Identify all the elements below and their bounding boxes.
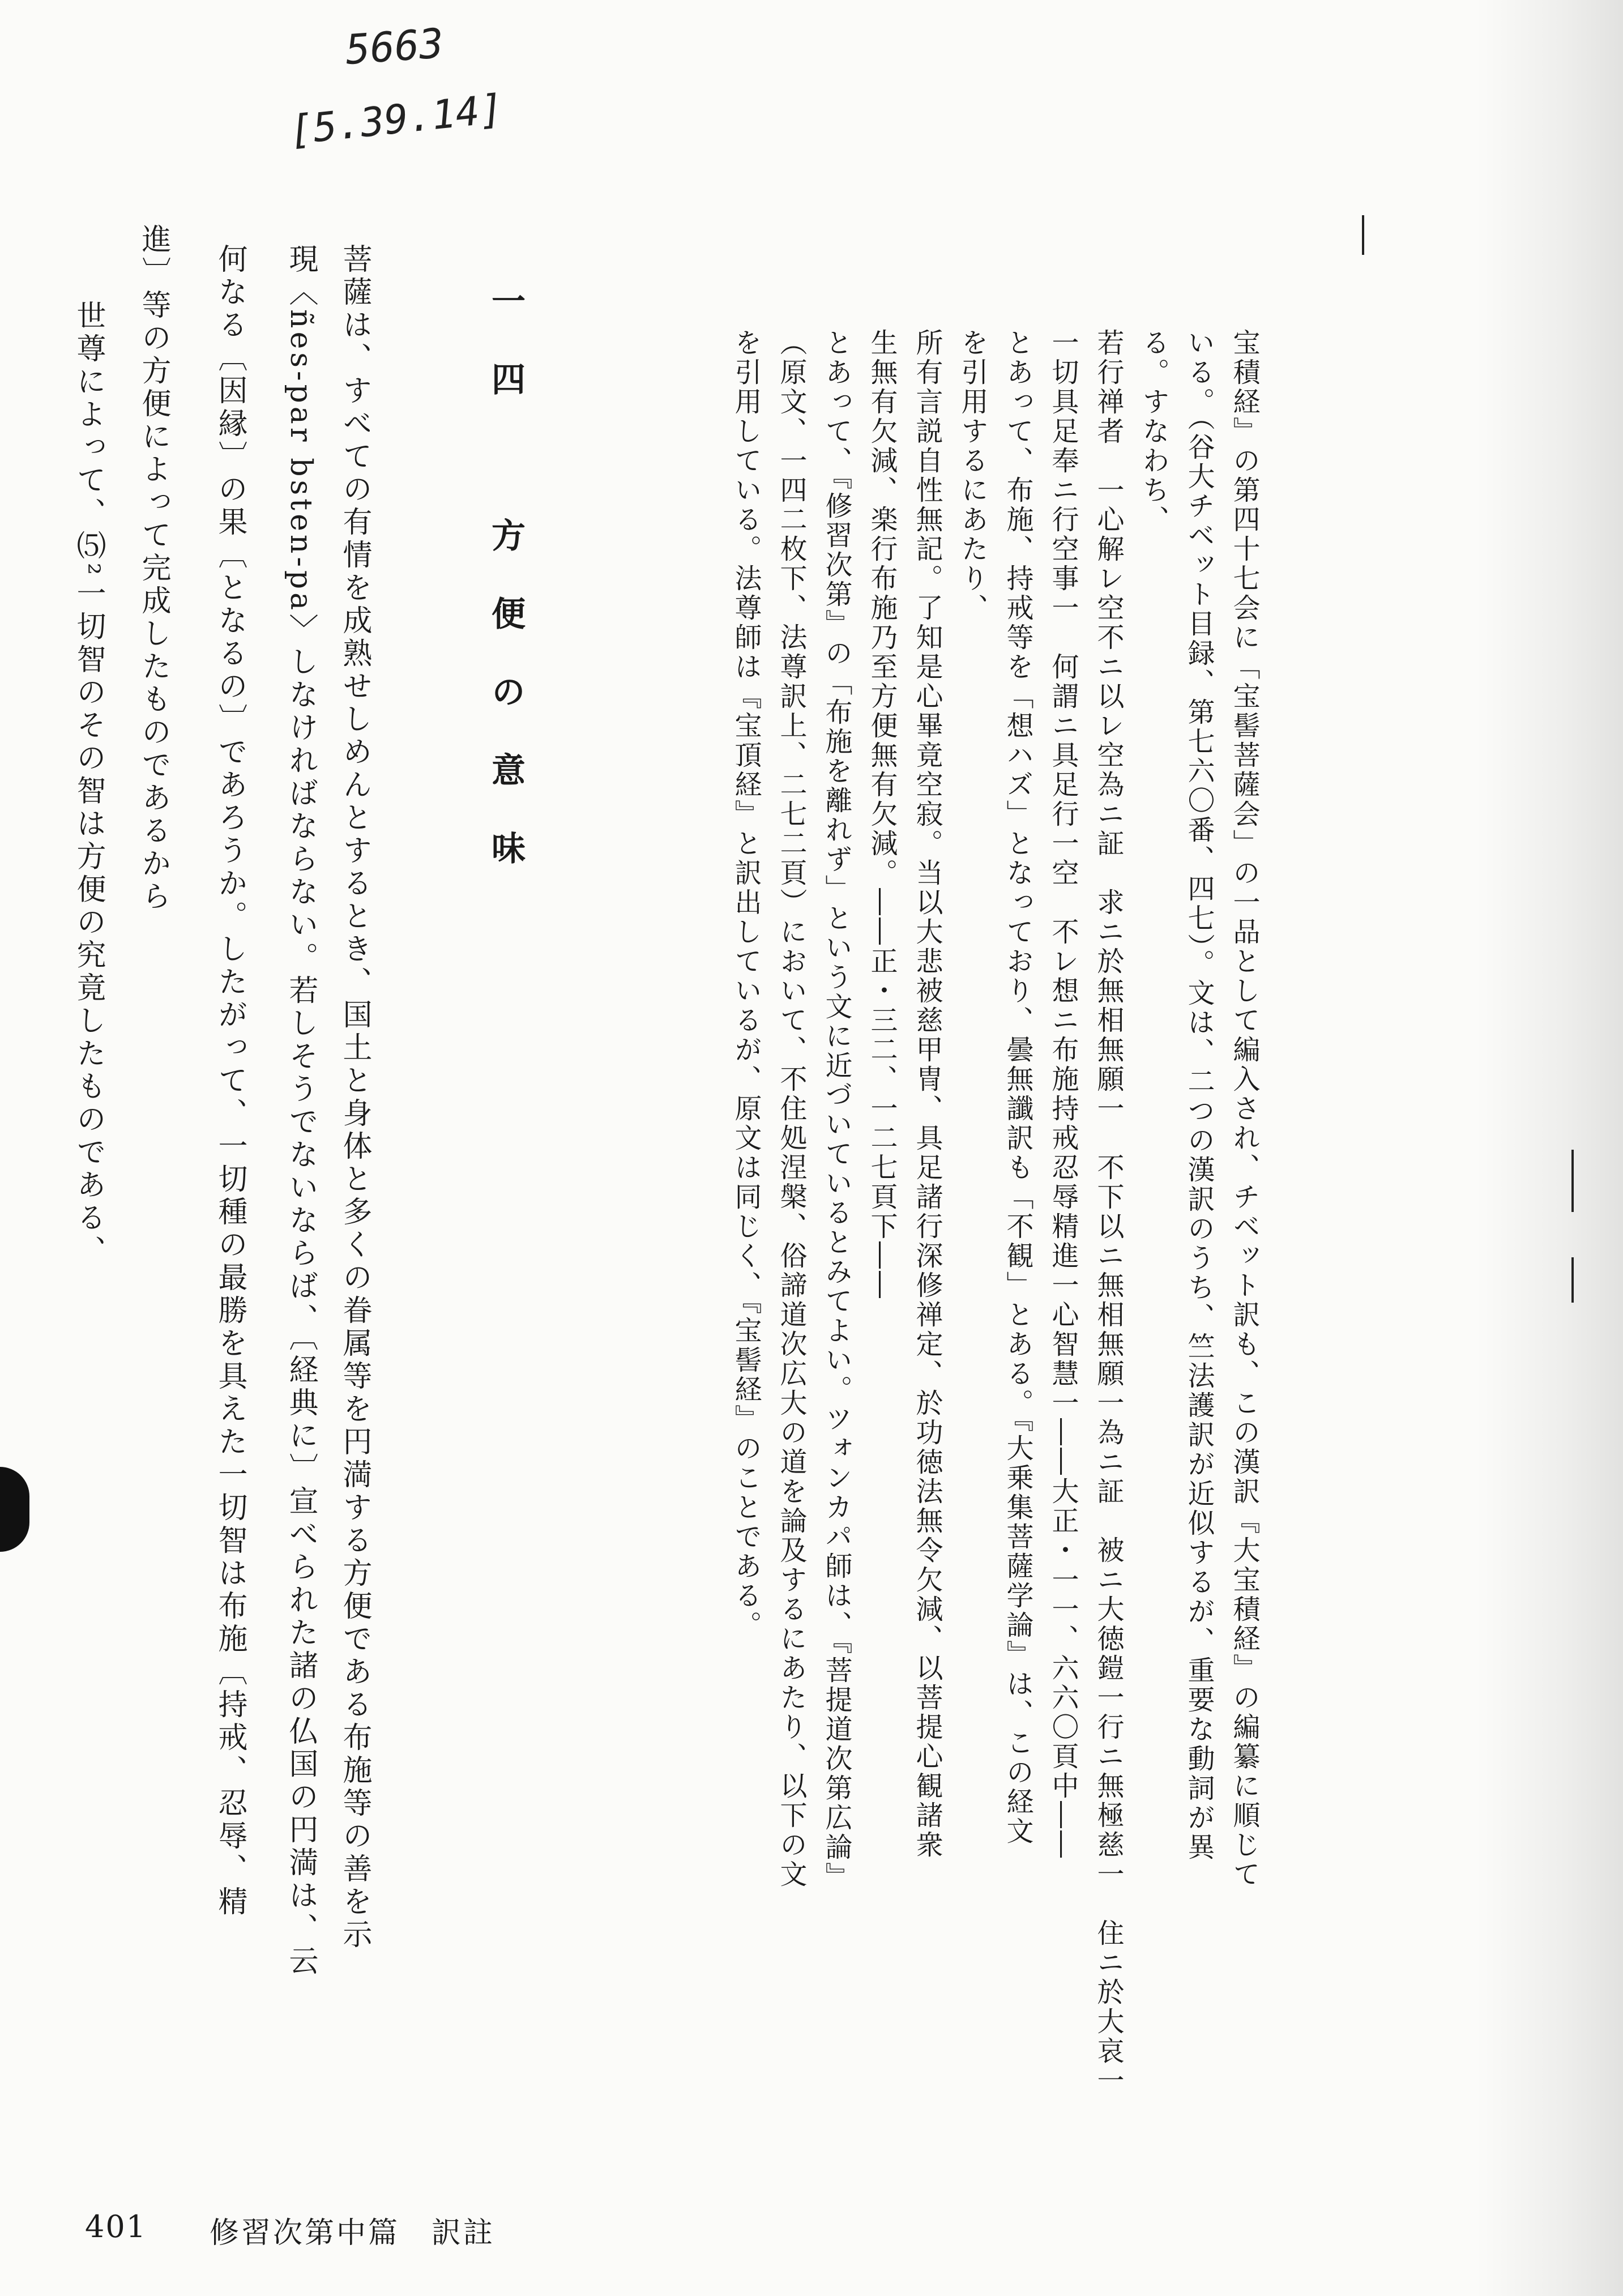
commentary-line: （原文、一四二枚下、法尊訳上、二七二頁）において、不住処涅槃、俗諦道次広大の道を論及するにあたり、以下の文	[775, 328, 807, 1889]
commentary-line: を引用している。法尊師は『宝頂経』と訳出しているが、原文は同じく、『宝髻経』のことである。	[730, 328, 762, 1640]
body-line: 世尊によって、⑸²一切智のその智は方便の究竟したものである、	[71, 300, 105, 1268]
pen-mark	[1571, 1150, 1574, 1212]
page-number: 401	[85, 2209, 147, 2244]
commentary-line: 宝積経』の第四十七会に「宝髻菩薩会」の一品として編入され、チベット訳も、この漢訳『大宝積経』の編纂に順じて	[1228, 328, 1260, 1889]
scan-binding-mark	[0, 1467, 29, 1552]
commentary-line: 一切具足奉ニ行空事一 何謂ニ具足行一空 不レ想ニ布施持戒忍辱精進一心智慧一――大正・一一、六六〇頁中――	[1047, 328, 1079, 1860]
body-line: 菩薩は、すべての有情を成熟せしめんとするとき、国土と身体と多くの眷属等を円満する方便である布施等の善を示	[338, 244, 371, 1952]
commentary-line: 若行禅者 一心解レ空不ニ以レ空為ニ証 求ニ於無相無願一 不下以ニ無相無願一為ニ証 被ニ大徳鎧一行ニ無極慈一 住ニ於大哀一	[1092, 328, 1124, 2096]
pen-mark	[1362, 215, 1364, 255]
commentary-line: とあって、布施、持戒等を「想ハズ」となっており、曇無讖訳も「不観」とある。『大乗集菩薩学論』は、この経文	[1002, 328, 1033, 1846]
commentary-line: 生無有欠減、楽行布施乃至方便無有欠減。――正・三二、一二七頁下――	[866, 328, 898, 1300]
commentary-line: 所有言説自性無記。了知是心畢竟空寂。当以大悲被慈甲冑、具足諸行深修禅定、於功徳法無令欠減、以菩提心観諸衆	[911, 328, 943, 1860]
handwritten-bracket-note: [5.39.14]	[287, 85, 506, 154]
scan-edge-shadow	[1476, 0, 1623, 2296]
handwritten-number: 5663	[344, 19, 446, 74]
commentary-line: とあって、『修習次第』の「布施を離れず」という文に近づいているとみてよい。ツォンカパ師は、『菩提道次第広論』	[821, 328, 852, 1892]
commentary-line: いる。（谷大チベット目録、第七六〇番、四七）。文は、二つの漢訳のうち、竺法護訳が近似するが、重要な動詞が異	[1183, 328, 1215, 1862]
commentary-line: を引用するにあたり、	[956, 328, 988, 623]
section-heading: 一四 方便の意味	[486, 283, 526, 908]
body-line: 進〕等の方便によって完成したものであるから	[136, 224, 170, 914]
body-line: 何なる〔因縁〕の果〔となるの〕であろうか。したがって、一切種の最勝を具えた一切智は布施〔持戒、忍辱、精	[213, 244, 247, 1919]
pen-mark	[1571, 1257, 1574, 1303]
body-line: 現〈ñes-par bsten-pa〉しなければならない。若しそうでないならば、〔経典に〕宣べられた諸の仏国の円満は、云	[284, 244, 318, 1979]
running-title: 修習次第中篇 訳註	[210, 2216, 496, 2250]
commentary-line: る。すなわち、	[1138, 328, 1169, 535]
